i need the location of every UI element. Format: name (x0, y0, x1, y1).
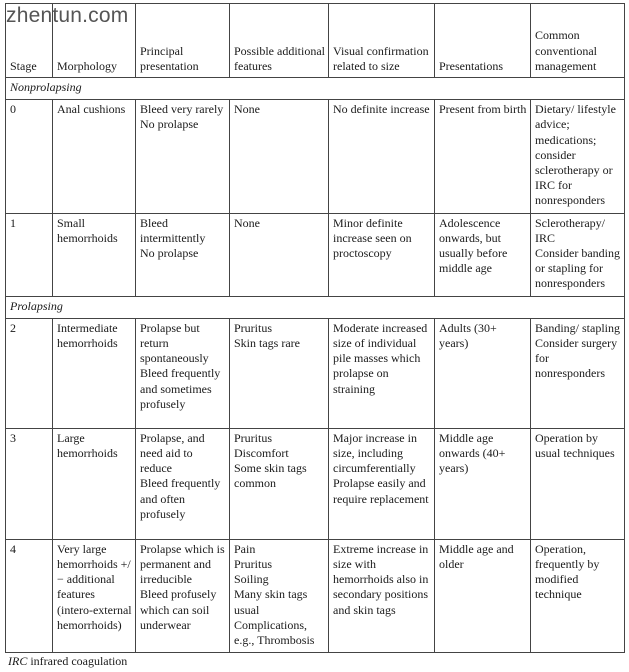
presentations-line: Middle age and older (439, 541, 514, 572)
stage-cell: 1 (6, 213, 53, 296)
additional-cell (230, 100, 329, 213)
management-line: Dietary/ lifestyle advice; medications; consider sclerotherapy or IRC for nonresponders (535, 102, 616, 208)
footnote-abbreviation: IRC (8, 654, 28, 668)
additional-line: Discomfort (234, 446, 289, 461)
additional-line: Many skin tags usual (234, 587, 308, 617)
additional-line: Complications, e.g., Thrombosis (234, 617, 315, 648)
management-line: Operation by usual techniques (535, 430, 615, 461)
principal-line: Bleed frequently and sometimes profusely (140, 366, 221, 411)
principal-cell (136, 428, 230, 539)
principal-cell (136, 318, 230, 428)
visual-cell (329, 318, 435, 428)
table-row (6, 213, 625, 296)
morphology-cell (53, 100, 136, 213)
management-cell (531, 213, 625, 296)
morphology-line: Anal cushions (57, 102, 126, 117)
column-header: Stage (6, 4, 53, 78)
watermark: zhentun.com (6, 4, 129, 27)
additional-cell (230, 539, 329, 652)
table-row (6, 428, 625, 539)
management-line: Consider banding or stapling for nonresponders (535, 246, 620, 291)
visual-line: Moderate increased size of individual pile masses which prolapse on straining (333, 320, 428, 396)
visual-cell (329, 100, 435, 213)
footnote-text: infrared coagulation (27, 654, 128, 668)
principal-line: Prolapse, and need aid to reduce (140, 430, 205, 476)
morphology-cell (53, 428, 136, 539)
presentations-line: Middle age onwards (40+ years) (439, 430, 506, 476)
morphology-cell (53, 213, 136, 296)
visual-line: Major increase in size, including circumferentially (333, 430, 417, 476)
principal-line: Bleed profusely which can soil underwear (140, 587, 217, 632)
table-row (6, 100, 625, 213)
management-cell (531, 318, 625, 428)
additional-cell (230, 213, 329, 296)
section-title: Prolapsing (6, 296, 625, 318)
principal-line: Bleed very rarely (140, 102, 224, 117)
column-header: Morphology (53, 4, 136, 78)
management-cell (531, 100, 625, 213)
principal-cell (136, 539, 230, 652)
visual-line: Minor definite increase seen on proctoscopy (333, 215, 412, 261)
additional-line: Pruritus (234, 320, 273, 335)
stage-cell: 2 (6, 318, 53, 428)
section-row (6, 296, 625, 318)
table-body (6, 78, 625, 653)
additional-line: None (234, 215, 260, 230)
presentations-cell (435, 539, 531, 652)
morphology-cell (53, 318, 136, 428)
management-cell (531, 539, 625, 652)
visual-line: Prolapse easily and require replacement (333, 476, 429, 506)
table-row (6, 539, 625, 652)
principal-line: No prolapse (140, 117, 199, 132)
additional-line: Some skin tags common (234, 461, 307, 491)
presentations-cell (435, 213, 531, 296)
additional-line: Pruritus (234, 430, 273, 445)
management-line: Banding/ stapling (535, 320, 620, 335)
additional-line: None (234, 102, 260, 117)
morphology-cell (53, 539, 136, 652)
principal-cell (136, 213, 230, 296)
stage-cell: 0 (6, 100, 53, 213)
additional-cell (230, 318, 329, 428)
principal-line: No prolapse (140, 246, 199, 261)
presentations-cell (435, 318, 531, 428)
presentations-line: Present from birth (439, 102, 527, 117)
column-header: Common conventional management (531, 4, 625, 78)
stage-cell: 3 (6, 428, 53, 539)
column-header: Presentations (435, 4, 531, 78)
principal-cell (136, 100, 230, 213)
visual-cell (329, 428, 435, 539)
morphology-line: Large hemorrhoids (57, 430, 118, 461)
management-line: Consider surgery for nonresponders (535, 336, 618, 381)
morphology-line: Very large hemorrhoids +/− additional features (intero-external hemorrhoids) (57, 541, 132, 632)
principal-line: Bleed frequently and often profusely (140, 476, 221, 521)
column-header: Principal presentation (136, 4, 230, 78)
visual-line: Extreme increase in size with hemorrhoids also in secondary positions and skin tags (333, 541, 429, 617)
additional-line: Pruritus (234, 557, 273, 572)
management-cell (531, 428, 625, 539)
presentations-line: Adolescence onwards, but usually before middle age (439, 215, 508, 276)
additional-line: Soiling (234, 572, 269, 587)
hemorrhoid-stage-table (5, 3, 625, 653)
morphology-line: Intermediate hemorrhoids (57, 320, 118, 351)
footnote (8, 654, 127, 669)
visual-cell (329, 213, 435, 296)
morphology-line: Small hemorrhoids (57, 215, 118, 245)
additional-line: Pain (234, 541, 256, 556)
presentations-cell (435, 428, 531, 539)
section-row (6, 78, 625, 100)
additional-line: Skin tags rare (234, 336, 300, 351)
section-title: Nonprolapsing (6, 78, 625, 100)
visual-line: No definite increase (333, 102, 430, 117)
presentations-cell (435, 100, 531, 213)
presentations-line: Adults (30+ years) (439, 320, 497, 351)
column-header: Possible additional features (230, 4, 329, 78)
additional-cell (230, 428, 329, 539)
principal-line: Prolapse which is permanent and irreducible (140, 541, 225, 587)
principal-line: Prolapse but return spontaneously (140, 320, 209, 366)
management-line: Sclerotherapy/ IRC (535, 215, 605, 245)
column-header: Visual confirmation related to size (329, 4, 435, 78)
principal-line: Bleed intermittently (140, 215, 206, 245)
management-line: Operation, frequently by modified technique (535, 541, 600, 602)
visual-cell (329, 539, 435, 652)
table-row (6, 318, 625, 428)
stage-cell: 4 (6, 539, 53, 652)
